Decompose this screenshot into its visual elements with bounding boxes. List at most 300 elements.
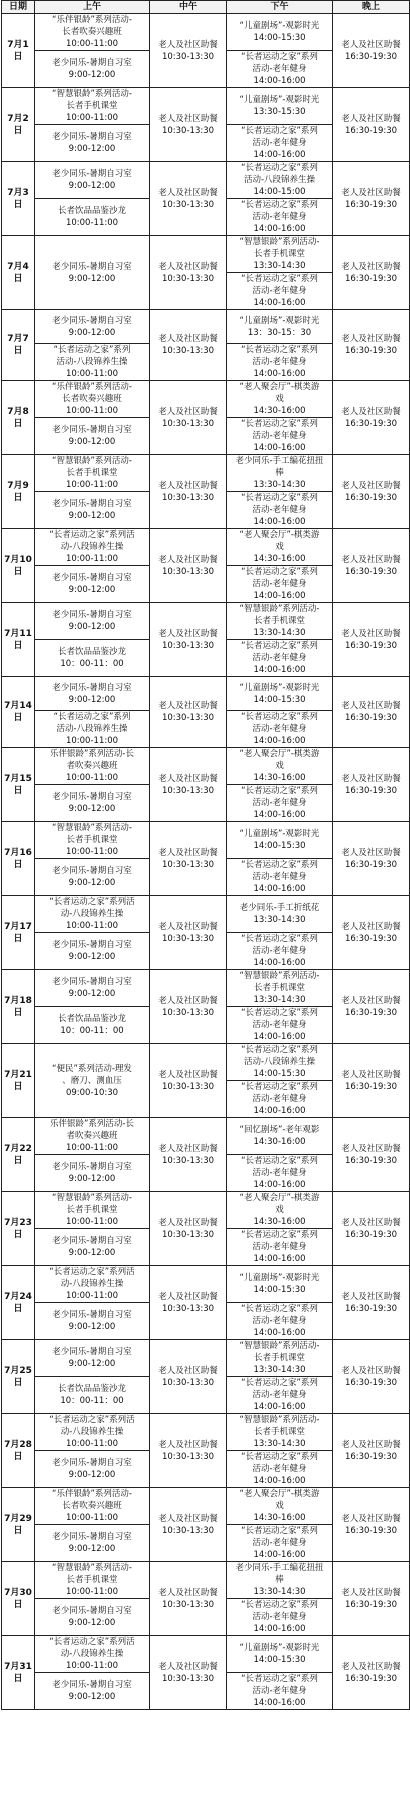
afternoon-activity-line: 14:00-16:00 <box>253 1106 306 1116</box>
afternoon-activity-line: 老少同乐-手工编花扭扭 <box>235 1563 324 1573</box>
evening-meal-line: 老人及社区助餐 <box>341 1587 401 1598</box>
morning-activity-line: “长者运动之家”系列活 <box>49 897 135 907</box>
noon-meal-line: 10:30-13:30 <box>161 1525 215 1536</box>
morning-activity-line: 9:00-12:00 <box>68 1470 116 1480</box>
schedule-row <box>2 677 410 711</box>
morning-activity-cell <box>35 933 150 970</box>
morning-activity-line: “智慧银龄”系列活动- <box>52 1193 132 1203</box>
header-row <box>2 1 410 14</box>
schedule-row <box>2 1340 410 1377</box>
morning-activity-line: “长者运动之家”系列 <box>53 712 131 722</box>
date-cell: 7月21日 <box>2 1044 35 1118</box>
afternoon-activity-line: “儿童剧场”-观影时光 <box>239 315 320 326</box>
evening-meal-cell <box>333 529 410 603</box>
morning-activity-line: 10：00-11：00 <box>60 1396 124 1406</box>
morning-activity-line: “智慧银龄”系列活动- <box>52 89 132 99</box>
afternoon-activity-line: “智慧银龄”系列活动- <box>239 971 320 981</box>
afternoon-activity-line: “长者运动之家”系列 <box>241 1230 318 1240</box>
afternoon-activity-line: “长者运动之家”系列 <box>241 200 318 210</box>
afternoon-activity-line: “老人聚会厅”-棋类游 <box>239 530 320 540</box>
noon-meal-line: 老人及社区助餐 <box>158 921 218 932</box>
morning-activity-line: 9:00-12:00 <box>68 511 116 521</box>
afternoon-activity-line: “智慧银龄”系列活动- <box>239 1415 320 1425</box>
afternoon-activity-line: 老少同乐-手工折纸花 <box>239 903 320 913</box>
morning-activity-line: 老少同乐-暑期自习室 <box>52 1347 132 1357</box>
date-cell: 7月28日 <box>2 1414 35 1488</box>
afternoon-activity-line: 活动-八段锦养生操 <box>243 175 316 185</box>
noon-meal-cell <box>150 1488 227 1562</box>
afternoon-activity-cell <box>227 1377 333 1414</box>
noon-meal-cell <box>150 1192 227 1266</box>
morning-activity-cell <box>35 88 150 125</box>
morning-activity-line: 10:00-11:00 <box>65 406 119 416</box>
evening-meal-cell <box>333 970 410 1044</box>
afternoon-activity-line: 14:00-16:00 <box>253 224 306 234</box>
date-cell: 7月1日 <box>2 14 35 88</box>
morning-activity-line: 长者饮品品鉴沙龙 <box>57 1014 126 1024</box>
noon-meal-line: 10:30-13:30 <box>161 1007 215 1018</box>
morning-activity-cell <box>35 1303 150 1340</box>
evening-meal-line: 16:30-19:30 <box>344 859 398 870</box>
evening-meal-line: 老人及社区助餐 <box>341 554 401 565</box>
afternoon-activity-line: 14:00-15:30 <box>253 1655 306 1665</box>
evening-meal-cell <box>333 162 410 236</box>
morning-activity-line: 9:00-12:00 <box>68 1359 116 1369</box>
afternoon-activity-line: 活动-老年健身 <box>252 1686 307 1696</box>
date-cell: 7月17日 <box>2 896 35 970</box>
morning-activity-line: 10:00-11:00 <box>65 480 119 490</box>
morning-activity-cell <box>35 859 150 896</box>
afternoon-activity-line: 14:30-16:00 <box>253 1137 306 1147</box>
morning-activity-line: 老少同乐-暑期自习室 <box>52 940 132 950</box>
afternoon-activity-line: “长者运动之家”系列 <box>241 345 318 355</box>
evening-meal-cell <box>333 1340 410 1414</box>
evening-meal-line: 16:30-19:30 <box>344 1451 398 1462</box>
morning-activity-cell <box>35 711 150 748</box>
morning-activity-line: 10:00-11:00 <box>65 1291 119 1301</box>
noon-meal-line: 10:30-13:30 <box>161 933 215 944</box>
afternoon-activity-cell <box>227 1636 333 1673</box>
afternoon-activity-line: “长者运动之家”系列 <box>241 1526 318 1536</box>
afternoon-activity-cell <box>227 455 333 492</box>
schedule-row <box>2 529 410 566</box>
noon-meal-line: 10:30-13:30 <box>161 1377 215 1388</box>
afternoon-activity-line: 14:30-16:00 <box>253 554 306 564</box>
date-cell: 7月10日 <box>2 529 35 603</box>
afternoon-activity-line: “回忆剧场”-老年观影 <box>239 1125 320 1135</box>
evening-meal-cell <box>333 14 410 88</box>
morning-activity-cell <box>35 1377 150 1414</box>
noon-meal-line: 老人及社区助餐 <box>158 261 218 272</box>
date-cell: 7月22日 <box>2 1118 35 1192</box>
afternoon-activity-line: “儿童剧场”-观影时光 <box>239 1273 320 1283</box>
afternoon-activity-cell <box>227 785 333 822</box>
afternoon-activity-line: 14:00-16:00 <box>253 1180 306 1190</box>
morning-activity-line: 10:00-11:00 <box>65 1661 119 1671</box>
evening-meal-line: 16:30-19:30 <box>344 640 398 651</box>
morning-activity-line: 9:00-12:00 <box>68 585 116 595</box>
afternoon-activity-line: “儿童剧场”-观影时光 <box>239 21 320 31</box>
afternoon-activity-line: 活动-老年健身 <box>252 1094 307 1104</box>
noon-meal-cell <box>150 1044 227 1118</box>
noon-meal-line: 10:30-13:30 <box>161 346 215 356</box>
afternoon-activity-line: “长者运动之家”系列 <box>241 493 318 503</box>
morning-activity-line: 9:00-12:00 <box>68 1248 116 1258</box>
evening-meal-line: 16:30-19:30 <box>344 418 398 429</box>
noon-meal-cell <box>150 310 227 381</box>
afternoon-activity-line: 活动-老年健身 <box>252 1464 307 1474</box>
morning-activity-line: 10:00-11:00 <box>65 773 119 783</box>
evening-meal-line: 老人及社区助餐 <box>341 1291 401 1302</box>
morning-activity-cell <box>35 1525 150 1562</box>
morning-activity-line: 、磨刀、测血压 <box>62 1075 122 1086</box>
noon-meal-line: 10:30-13:30 <box>161 418 215 429</box>
evening-meal-line: 老人及社区助餐 <box>341 39 401 50</box>
evening-meal-line: 老人及社区助餐 <box>341 1217 401 1228</box>
morning-activity-line: 老少同乐-暑期自习室 <box>52 169 132 179</box>
evening-meal-cell <box>333 1044 410 1118</box>
date-cell: 7月25日 <box>2 1340 35 1414</box>
evening-meal-line: 老人及社区助餐 <box>341 995 401 1006</box>
afternoon-activity-line: 14:00-16:00 <box>253 1624 306 1634</box>
afternoon-activity-line: 活动-老年健身 <box>252 1390 307 1400</box>
afternoon-activity-line: 活动-老年健身 <box>252 872 307 882</box>
afternoon-activity-line: 长者手机课堂 <box>253 249 305 259</box>
evening-meal-line: 16:30-19:30 <box>344 1303 398 1314</box>
afternoon-activity-line: 14:00-16:00 <box>253 1476 306 1486</box>
afternoon-activity-line: 活动-老年健身 <box>252 653 307 663</box>
afternoon-activity-line: “智慧银龄”系列活动- <box>239 237 320 247</box>
evening-meal-line: 16:30-19:30 <box>344 492 398 503</box>
afternoon-activity-line: 戏 <box>275 1205 284 1215</box>
morning-activity-line: 老少同乐-暑期自习室 <box>52 1680 132 1690</box>
noon-meal-line: 10:30-13:30 <box>161 51 215 62</box>
schedule-row <box>2 88 410 125</box>
noon-meal-cell <box>150 896 227 970</box>
noon-meal-line: 老人及社区助餐 <box>158 847 218 858</box>
noon-meal-line: 老人及社区助餐 <box>158 701 218 711</box>
morning-activity-line: 10:00-11:00 <box>65 1513 119 1523</box>
morning-activity-cell <box>35 677 150 711</box>
noon-meal-cell <box>150 603 227 677</box>
afternoon-activity-line: 活动-老年健身 <box>252 505 307 515</box>
afternoon-activity-line: 14:30-16:00 <box>253 773 306 783</box>
schedule-row <box>2 970 410 1007</box>
evening-meal-line: 16:30-19:30 <box>344 713 398 723</box>
morning-activity-line: 10:00-11:00 <box>65 113 119 123</box>
morning-activity-line: 9:00-12:00 <box>68 1618 116 1628</box>
afternoon-activity-cell <box>227 1673 333 1710</box>
date-cell: 7月14日 <box>2 677 35 748</box>
morning-activity-line: 老少同乐-暑期自习室 <box>52 977 132 987</box>
evening-meal-line: 16:30-19:30 <box>344 273 398 284</box>
afternoon-activity-cell <box>227 381 333 418</box>
noon-meal-line: 老人及社区助餐 <box>158 1143 218 1154</box>
evening-meal-line: 16:30-19:30 <box>344 1155 398 1166</box>
date-cell: 7月8日 <box>2 381 35 455</box>
afternoon-activity-line: 戏 <box>275 761 284 771</box>
afternoon-activity-cell <box>227 711 333 748</box>
header-morning: 上午 <box>35 1 150 14</box>
morning-activity-line: 活动-八段锦养生操 <box>56 357 128 367</box>
evening-meal-cell <box>333 748 410 822</box>
noon-meal-line: 老人及社区助餐 <box>158 1513 218 1524</box>
evening-meal-line: 16:30-19:30 <box>344 1673 398 1684</box>
afternoon-activity-line: “长者运动之家”系列 <box>241 126 318 136</box>
morning-activity-line: “长者运动之家”系列活 <box>49 530 135 540</box>
afternoon-activity-line: “长者运动之家”系列 <box>241 1008 318 1018</box>
morning-activity-line: 老少同乐-暑期自习室 <box>52 499 132 509</box>
afternoon-activity-line: 棒 <box>275 468 284 478</box>
morning-activity-line: 10:00-11:00 <box>65 1439 119 1449</box>
noon-meal-cell <box>150 970 227 1044</box>
evening-meal-line: 16:30-19:30 <box>344 1377 398 1388</box>
schedule-row <box>2 822 410 859</box>
morning-activity-line: “智慧银龄”系列活动- <box>52 823 132 833</box>
afternoon-activity-line: “智慧银龄”系列活动- <box>239 604 320 614</box>
morning-activity-line: 老少同乐-暑期自习室 <box>52 682 132 693</box>
evening-meal-line: 老人及社区助餐 <box>341 1439 401 1450</box>
evening-meal-line: 老人及社区助餐 <box>341 1513 401 1524</box>
morning-activity-cell <box>35 1155 150 1192</box>
afternoon-activity-line: “老人聚会厅”-棋类游 <box>239 749 320 759</box>
schedule-row <box>2 1118 410 1155</box>
afternoon-activity-line: “长者运动之家”系列 <box>241 786 318 796</box>
morning-activity-cell <box>35 1451 150 1488</box>
noon-meal-cell <box>150 1414 227 1488</box>
afternoon-activity-line: 14:00-16:00 <box>253 1254 306 1264</box>
morning-activity-line: 老少同乐-暑期自习室 <box>52 425 132 435</box>
morning-activity-line: 老少同乐-暑期自习室 <box>52 315 132 326</box>
schedule-row <box>2 896 410 933</box>
afternoon-activity-cell <box>227 344 333 381</box>
morning-activity-line: 动-八段锦养生操 <box>60 542 124 552</box>
afternoon-activity-cell <box>227 1081 333 1118</box>
afternoon-activity-line: “长者运动之家”系列 <box>241 567 318 577</box>
morning-activity-cell <box>35 455 150 492</box>
afternoon-activity-line: 活动-老年健身 <box>252 1316 307 1326</box>
morning-activity-line: 9:00-12:00 <box>68 952 116 962</box>
afternoon-activity-line: “长者运动之家”系列 <box>241 419 318 429</box>
morning-activity-line: 长者手机课堂 <box>66 1205 118 1215</box>
evening-meal-line: 老人及社区助餐 <box>341 701 401 711</box>
afternoon-activity-cell <box>227 1155 333 1192</box>
afternoon-activity-line: 活动-老年健身 <box>252 946 307 956</box>
morning-activity-line: “长者运动之家”系列活 <box>49 1637 135 1647</box>
noon-meal-cell <box>150 88 227 162</box>
afternoon-activity-line: “老人聚会厅”-棋类游 <box>239 1489 320 1499</box>
afternoon-activity-line: 活动-八段锦养生操 <box>243 1057 316 1067</box>
noon-meal-cell <box>150 1266 227 1340</box>
afternoon-activity-line: 13:30-14:30 <box>253 1587 306 1597</box>
afternoon-activity-cell <box>227 896 333 933</box>
noon-meal-line: 10:30-13:30 <box>161 713 215 723</box>
noon-meal-line: 老人及社区助餐 <box>158 1439 218 1450</box>
morning-activity-cell <box>35 310 150 344</box>
evening-meal-cell <box>333 896 410 970</box>
afternoon-activity-line: 14:00-15:30 <box>253 841 306 851</box>
evening-meal-cell <box>333 677 410 748</box>
afternoon-activity-line: 14:00-16:00 <box>253 810 306 820</box>
afternoon-activity-line: “长者运动之家”系列 <box>241 1304 318 1314</box>
schedule-row <box>2 162 410 199</box>
afternoon-activity-cell <box>227 529 333 566</box>
morning-activity-cell <box>35 566 150 603</box>
afternoon-activity-line: “长者运动之家”系列 <box>241 1600 318 1610</box>
afternoon-activity-line: 14:00-16:00 <box>253 958 306 968</box>
noon-meal-line: 10:30-13:30 <box>161 125 215 136</box>
morning-activity-line: 9:00-12:00 <box>68 804 116 814</box>
morning-activity-cell <box>35 896 150 933</box>
noon-meal-line: 10:30-13:30 <box>161 1451 215 1462</box>
afternoon-activity-line: 14:00-16:00 <box>253 736 306 746</box>
morning-activity-line: 9:00-12:00 <box>68 1322 116 1332</box>
morning-activity-line: 老少同乐-暑期自习室 <box>52 610 132 620</box>
noon-meal-cell <box>150 14 227 88</box>
evening-meal-line: 16:30-19:30 <box>344 1229 398 1240</box>
noon-meal-line: 老人及社区助餐 <box>158 187 218 198</box>
morning-activity-line: “乐伴银龄”系列活动- <box>52 382 132 392</box>
morning-activity-line: 9:00-12:00 <box>68 144 116 154</box>
morning-activity-line: 9:00-12:00 <box>68 1692 116 1702</box>
afternoon-activity-line: 14:00-16:00 <box>253 1328 306 1338</box>
afternoon-activity-line: 14:00-16:00 <box>253 517 306 527</box>
schedule-row <box>2 14 410 51</box>
afternoon-activity-cell <box>227 1525 333 1562</box>
afternoon-activity-line: 14:00-16:00 <box>253 298 306 308</box>
afternoon-activity-cell <box>227 1192 333 1229</box>
morning-activity-line: 10:00-11:00 <box>65 847 119 857</box>
morning-activity-line: 者吹奏兴趣班 <box>66 761 118 771</box>
noon-meal-line: 10:30-13:30 <box>161 1599 215 1610</box>
afternoon-activity-line: 14:00-16:00 <box>253 150 306 160</box>
morning-activity-cell <box>35 1192 150 1229</box>
afternoon-activity-line: 14:00-16:00 <box>253 1402 306 1412</box>
afternoon-activity-cell <box>227 125 333 162</box>
morning-activity-line: 10:00-11:00 <box>65 921 119 931</box>
evening-meal-line: 老人及社区助餐 <box>341 113 401 124</box>
morning-activity-line: 老少同乐-暑期自习室 <box>52 58 132 68</box>
morning-activity-cell <box>35 236 150 310</box>
morning-activity-line: 9:00-12:00 <box>68 622 116 632</box>
afternoon-activity-line: 活动-老年健身 <box>252 431 307 441</box>
schedule-body <box>2 14 410 1710</box>
morning-activity-line: “乐伴银龄”系列活动- <box>52 1489 132 1499</box>
evening-meal-line: 16:30-19:30 <box>344 1007 398 1018</box>
afternoon-activity-line: 14:00-15:00 <box>253 187 306 197</box>
morning-activity-line: 10:00-11:00 <box>65 369 119 379</box>
noon-meal-cell <box>150 822 227 896</box>
noon-meal-line: 老人及社区助餐 <box>158 1291 218 1302</box>
evening-meal-line: 老人及社区助餐 <box>341 1365 401 1376</box>
noon-meal-line: 10:30-13:30 <box>161 273 215 284</box>
morning-activity-line: 10:00-11:00 <box>65 736 119 746</box>
afternoon-activity-line: 14:00-16:00 <box>253 1032 306 1042</box>
noon-meal-cell <box>150 677 227 748</box>
morning-activity-line: 9:00-12:00 <box>68 1174 116 1184</box>
evening-meal-line: 老人及社区助餐 <box>341 1143 401 1154</box>
date-cell: 7月31日 <box>2 1636 35 1710</box>
afternoon-activity-line: 13:30-14:30 <box>253 915 306 925</box>
morning-activity-cell <box>35 1044 150 1118</box>
afternoon-activity-line: “长者运动之家”系列 <box>241 934 318 944</box>
afternoon-activity-cell <box>227 1599 333 1636</box>
afternoon-activity-line: 14:00-16:00 <box>253 1550 306 1560</box>
morning-activity-line: “长者运动之家”系列活 <box>49 1267 135 1277</box>
noon-meal-line: 老人及社区助餐 <box>158 554 218 565</box>
noon-meal-cell <box>150 1562 227 1636</box>
morning-activity-cell <box>35 1599 150 1636</box>
morning-activity-line: 9:00-12:00 <box>68 1544 116 1554</box>
afternoon-activity-line: 14:00-16:00 <box>253 665 306 675</box>
afternoon-activity-line: 活动-老年健身 <box>252 1242 307 1252</box>
afternoon-activity-cell <box>227 859 333 896</box>
evening-meal-line: 16:30-19:30 <box>344 1599 398 1610</box>
header-date: 日期 <box>2 1 35 14</box>
noon-meal-line: 老人及社区助餐 <box>158 1365 218 1376</box>
schedule-row <box>2 310 410 344</box>
noon-meal-line: 老人及社区助餐 <box>158 1069 218 1080</box>
morning-activity-line: 老少同乐-暑期自习室 <box>52 573 132 583</box>
morning-activity-cell <box>35 51 150 88</box>
evening-meal-line: 16:30-19:30 <box>344 933 398 944</box>
afternoon-activity-line: “儿童剧场”-观影时光 <box>239 829 320 839</box>
afternoon-activity-line: “长者运动之家”系列 <box>241 1082 318 1092</box>
morning-activity-line: 9:00-12:00 <box>68 181 116 191</box>
afternoon-activity-line: “智慧银龄”系列活动- <box>239 1341 320 1351</box>
morning-activity-cell <box>35 1414 150 1451</box>
evening-meal-line: 老人及社区助餐 <box>341 261 401 272</box>
morning-activity-cell <box>35 1636 150 1673</box>
header-evening: 晚上 <box>333 1 410 14</box>
morning-activity-cell <box>35 1673 150 1710</box>
afternoon-activity-cell <box>227 603 333 640</box>
evening-meal-cell <box>333 1118 410 1192</box>
afternoon-activity-cell <box>227 1266 333 1303</box>
afternoon-activity-cell <box>227 1118 333 1155</box>
afternoon-activity-cell <box>227 310 333 344</box>
afternoon-activity-cell <box>227 1414 333 1451</box>
morning-activity-line: 9:00-12:00 <box>68 989 116 999</box>
morning-activity-line: 10:00-11:00 <box>65 554 119 564</box>
afternoon-activity-line: 14:30-16:00 <box>253 1217 306 1227</box>
evening-meal-line: 老人及社区助餐 <box>341 773 401 784</box>
noon-meal-line: 10:30-13:30 <box>161 859 215 870</box>
evening-meal-line: 老人及社区助餐 <box>341 334 401 344</box>
evening-meal-cell <box>333 310 410 381</box>
noon-meal-line: 老人及社区助餐 <box>158 406 218 417</box>
afternoon-activity-cell <box>227 273 333 310</box>
noon-meal-line: 10:30-13:30 <box>161 1081 215 1092</box>
afternoon-activity-line: 13:30-14:30 <box>253 1365 306 1375</box>
afternoon-activity-cell <box>227 1562 333 1599</box>
noon-meal-line: 老人及社区助餐 <box>158 628 218 639</box>
afternoon-activity-line: 13:30-14:30 <box>253 628 306 638</box>
afternoon-activity-line: 活动-老年健身 <box>252 64 307 74</box>
afternoon-activity-line: 长者手机课堂 <box>253 983 305 993</box>
morning-activity-line: 乐伴银龄”系列活动-长 <box>50 749 134 759</box>
evening-meal-line: 16:30-19:30 <box>344 346 398 356</box>
morning-activity-line: 10：00-11：00 <box>60 659 124 669</box>
morning-activity-line: 长者饮品品鉴沙龙 <box>57 647 126 657</box>
afternoon-activity-line: “长者运动之家”系列 <box>241 712 318 722</box>
afternoon-activity-line: 活动-老年健身 <box>252 724 307 734</box>
date-cell: 7月3日 <box>2 162 35 236</box>
schedule-row <box>2 1044 410 1081</box>
afternoon-activity-line: 活动-老年健身 <box>252 286 307 296</box>
morning-activity-line: 老少同乐-暑期自习室 <box>52 1606 132 1616</box>
schedule-row <box>2 1192 410 1229</box>
